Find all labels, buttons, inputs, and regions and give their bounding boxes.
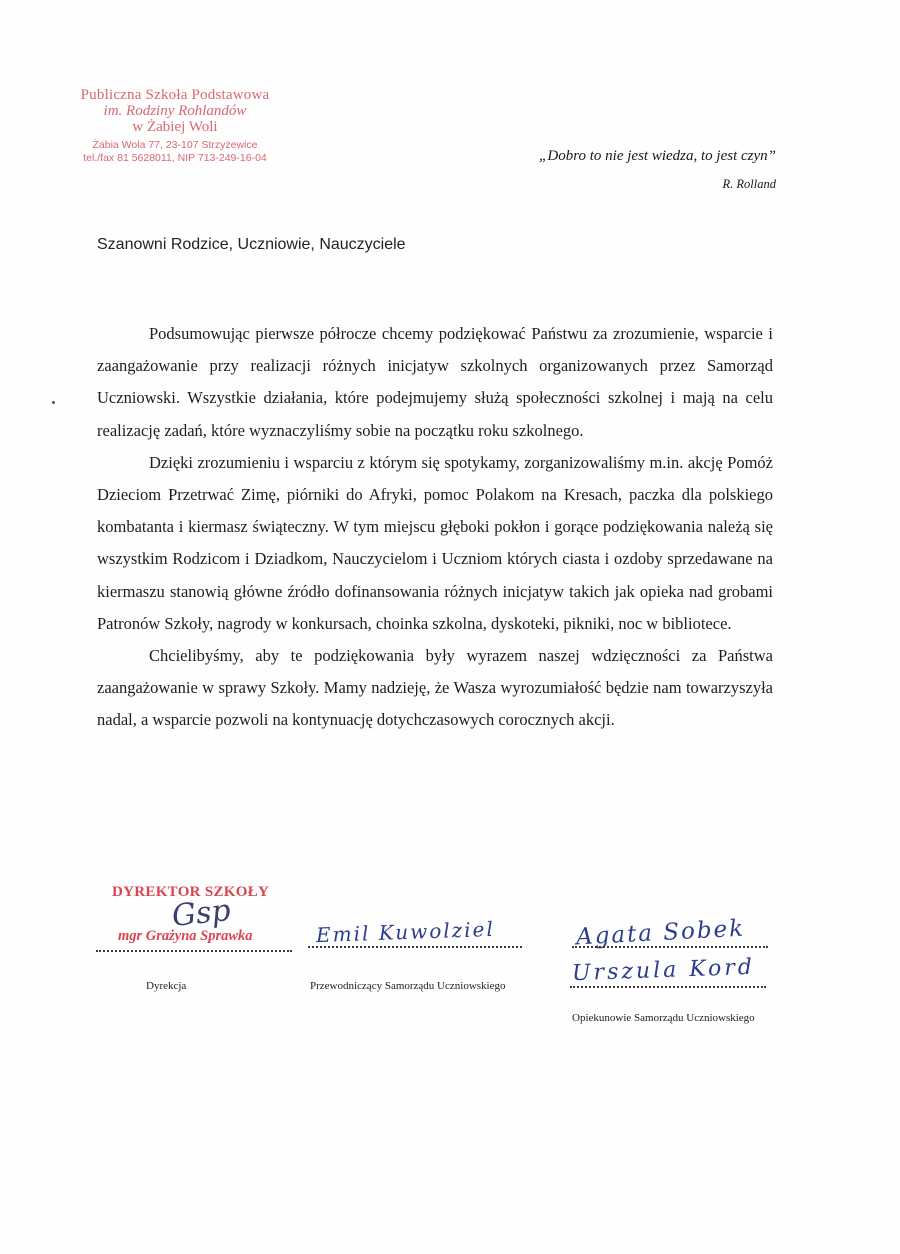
president-signature: Emil Kuwolziel: [315, 916, 496, 948]
director-signature: Gsp: [170, 893, 233, 934]
director-stamp-title: DYREKTOR SZKOŁY: [112, 884, 270, 900]
guardians-caption: Opiekunowie Samorządu Uczniowskiego: [572, 1012, 755, 1024]
paragraph: Dzięki zrozumieniu i wsparciu z którym się spotykamy, zorganizowaliśmy m.in. akcję Pomóż Dzieciom Przetrwać Zimę, piórniki do Afryki, pomoc Polakom na Kresach, paczka dla polskiego kombatanta i kiermasz świąteczny. W tym miejscu głęboki pokłon i gorące podziękowania należą się wszystkim Rodzicom i Dziadkom, Nauczycielom i Uczniom których ciasta i ozdoby sprzedawane na kiermaszu stanowią główne źródło dofinansowania różnych inicjatyw takich jak opieka nad grobami Patronów Szkoły, nagrody w konkursach, choinka szkolna, dyskoteki, pikniki, noc w bibliotece.: [97, 452, 773, 633]
director-stamp-name: mgr Grażyna Sprawka: [118, 928, 253, 944]
president-signature-line: [308, 946, 522, 948]
director-signature-line: [96, 950, 292, 952]
paragraph: Podsumowując pierwsze półrocze chcemy podziękować Państwu za zrozumienie, wsparcie i zaangażowanie przy realizacji różnych inicjatyw szkolnych organizowanych przez Samorząd Uczniowski. Wszystkie działania, które podejmujemy służą społeczności szkolnej i mają na celu realizację zadań, które wyznaczyliśmy sobie na początku roku szkolnego.: [97, 324, 773, 440]
guardian-signature-line: [572, 946, 768, 948]
motto-quote: „Dobro to nie jest wiedza, to jest czyn”: [539, 148, 776, 164]
motto: [539, 148, 776, 192]
guardian-signature-line: [570, 986, 766, 988]
guardian-signature: Urszula Kord: [571, 954, 756, 987]
guardian-signature: Agata Sobek: [575, 915, 746, 951]
stamp-school-patron: im. Rodziny Rohlandów: [103, 102, 247, 119]
school-stamp: [70, 88, 280, 164]
stamp-contact: tel./fax 81 5628011, NIP 713-249-16-04: [83, 152, 267, 165]
stamp-address: Żabia Wola 77, 23-107 Strzyżewice: [92, 139, 258, 152]
paragraph: Chcielibyśmy, aby te podziękowania były wyrazem naszej wdzięczności za Państwa zaangażowanie w sprawy Szkoły. Mamy nadzieję, że Wasza wyrozumiałość będzie nam towarzyszyła nadal, a wsparcie pozwoli na kontynuację dotychczasowych corocznych akcji.: [97, 646, 773, 730]
president-caption: Przewodniczący Samorządu Uczniowskiego: [310, 980, 506, 992]
stamp-school-name: Publiczna Szkoła Podstawowa: [80, 87, 270, 103]
letter-body: [97, 318, 773, 737]
scan-mark: [52, 401, 55, 404]
stamp-school-location: w Żabiej Woli: [132, 118, 218, 135]
salutation: Szanowni Rodzice, Uczniowie, Nauczyciele: [97, 236, 406, 253]
director-caption: Dyrekcja: [146, 980, 187, 992]
motto-author: R. Rolland: [722, 177, 776, 191]
